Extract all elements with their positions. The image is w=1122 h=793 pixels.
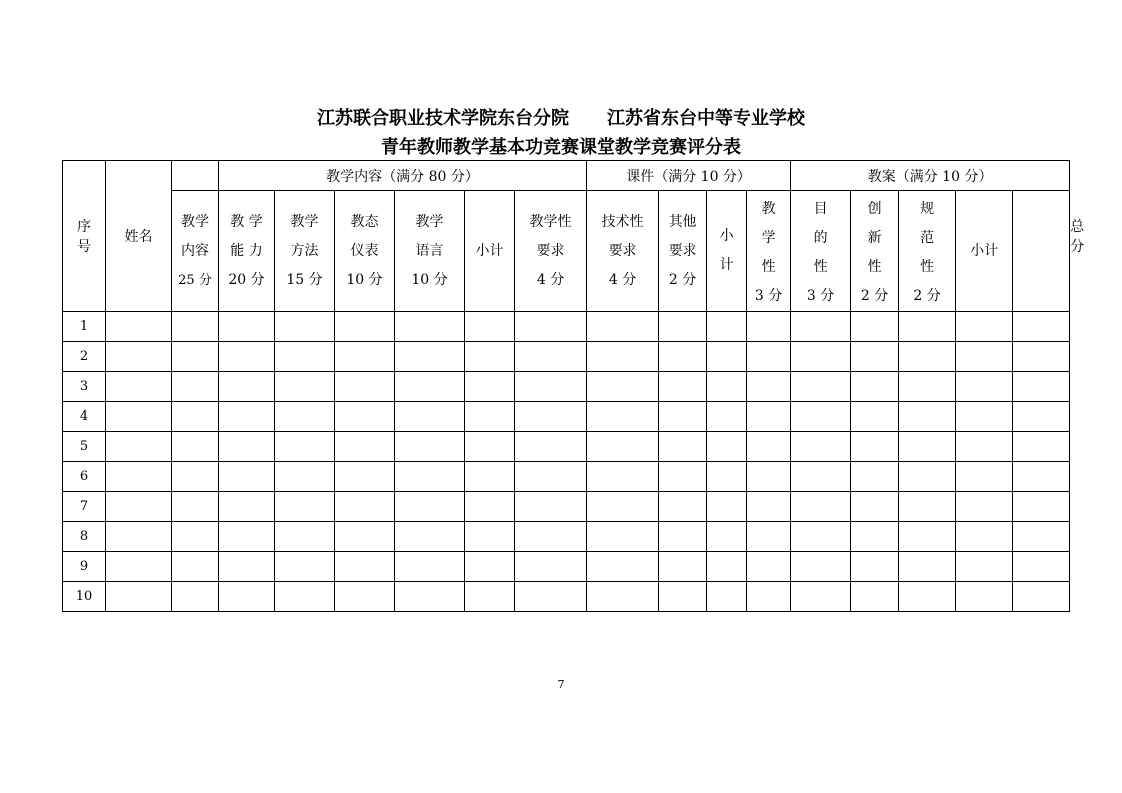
score-cell[interactable] <box>335 402 395 432</box>
score-cell[interactable] <box>335 552 395 582</box>
score-cell[interactable] <box>587 432 659 462</box>
score-cell[interactable] <box>275 372 335 402</box>
score-cell[interactable] <box>791 432 851 462</box>
row-number: 10 <box>63 582 106 612</box>
score-cell[interactable] <box>956 522 1013 552</box>
score-cell[interactable] <box>172 372 219 402</box>
score-cell[interactable] <box>465 492 515 522</box>
row-number: 7 <box>63 492 106 522</box>
score-cell[interactable] <box>395 552 465 582</box>
score-cell[interactable] <box>335 432 395 462</box>
score-cell[interactable] <box>899 582 956 612</box>
score-cell[interactable] <box>515 492 587 522</box>
score-cell[interactable] <box>172 582 219 612</box>
p1-l4: 3 分 <box>754 288 783 304</box>
score-cell[interactable] <box>851 492 899 522</box>
score-cell[interactable] <box>1013 342 1070 372</box>
score-cell[interactable] <box>395 342 465 372</box>
score-cell[interactable] <box>851 402 899 432</box>
score-cell[interactable] <box>395 492 465 522</box>
table-row <box>63 432 1070 462</box>
score-cell[interactable] <box>791 342 851 372</box>
ws-l1: 小 <box>719 228 734 244</box>
p3-l2: 新 <box>867 230 882 246</box>
score-cell[interactable] <box>106 342 172 372</box>
score-cell[interactable] <box>707 492 747 522</box>
c3-l2: 方法 <box>290 242 319 259</box>
score-cell[interactable] <box>791 492 851 522</box>
score-cell[interactable] <box>587 372 659 402</box>
score-cell[interactable] <box>219 342 275 372</box>
score-cell[interactable] <box>219 432 275 462</box>
score-cell[interactable] <box>219 402 275 432</box>
table-row <box>63 462 1070 492</box>
score-cell[interactable] <box>1013 582 1070 612</box>
score-cell[interactable] <box>791 372 851 402</box>
score-cell[interactable] <box>956 582 1013 612</box>
score-table: 序 号 姓名 教学内容（满分 80 分） 课件（满分 10 分） 教案（满分 10 分） 总分 教学 内容 25 分 教 学 能 力 20 分 教学 方法 15 分 教态 仪表 10 分 教学 语言 10 分 小计 教学性 要求 4 分 技术性 要求 4 分 其他 要求 2 分 小 计 教 学 性 3 分 目 的 性 3 分 创 新 性 2 分 规 范 性 2 分 小计 1 2 3 4 5 6 7 8 9 10 <box>62 160 1070 612</box>
courseware-col-1 <box>515 191 587 312</box>
score-cell[interactable] <box>659 492 707 522</box>
score-cell[interactable] <box>515 342 587 372</box>
p3-l4: 2 分 <box>860 288 889 304</box>
score-cell[interactable] <box>219 312 275 342</box>
score-cell[interactable] <box>219 372 275 402</box>
score-cell[interactable] <box>465 462 515 492</box>
row-number: 3 <box>63 372 106 402</box>
page-number: 7 <box>557 678 565 691</box>
score-cell[interactable] <box>851 522 899 552</box>
content-group-header: 教学内容（满分 80 分） <box>219 161 587 191</box>
score-cell[interactable] <box>791 552 851 582</box>
score-cell[interactable] <box>1013 402 1070 432</box>
p1-l3: 性 <box>761 259 776 275</box>
score-cell[interactable] <box>515 402 587 432</box>
score-cell[interactable] <box>587 492 659 522</box>
c3-l1: 教学 <box>290 213 319 230</box>
table-row <box>63 312 1070 342</box>
row-number: 2 <box>63 342 106 372</box>
score-cell[interactable] <box>659 342 707 372</box>
score-cell[interactable] <box>956 402 1013 432</box>
c4-l3: 10 分 <box>346 271 383 288</box>
table-row <box>63 402 1070 432</box>
score-cell[interactable] <box>395 372 465 402</box>
plan-col-4 <box>899 191 956 312</box>
score-cell[interactable] <box>335 312 395 342</box>
row-number: 9 <box>63 552 106 582</box>
score-cell[interactable] <box>275 432 335 462</box>
score-cell[interactable] <box>465 522 515 552</box>
score-rows <box>63 312 1070 612</box>
p3-l1: 创 <box>867 201 882 217</box>
score-cell[interactable] <box>106 372 172 402</box>
score-cell[interactable] <box>465 432 515 462</box>
ws-l2: 计 <box>719 257 734 273</box>
score-cell[interactable] <box>335 342 395 372</box>
score-cell[interactable] <box>275 462 335 492</box>
score-cell[interactable] <box>851 582 899 612</box>
score-cell[interactable] <box>747 552 791 582</box>
score-cell[interactable] <box>395 432 465 462</box>
score-cell[interactable] <box>515 582 587 612</box>
p2-l4: 3 分 <box>806 288 835 304</box>
score-cell[interactable] <box>465 582 515 612</box>
w2-l1: 技术性 <box>601 213 644 230</box>
score-cell[interactable] <box>172 402 219 432</box>
score-cell[interactable] <box>707 342 747 372</box>
row-number: 1 <box>63 312 106 342</box>
title-line-1 <box>0 108 1122 130</box>
score-cell[interactable] <box>335 522 395 552</box>
score-cell[interactable] <box>172 492 219 522</box>
score-cell[interactable] <box>899 372 956 402</box>
score-cell[interactable] <box>219 522 275 552</box>
row-number: 4 <box>63 402 106 432</box>
table-row <box>63 492 1070 522</box>
score-cell[interactable] <box>106 462 172 492</box>
score-cell[interactable] <box>106 432 172 462</box>
score-cell[interactable] <box>219 582 275 612</box>
score-cell[interactable] <box>275 342 335 372</box>
table-row <box>63 342 1070 372</box>
table-row <box>63 372 1070 402</box>
score-cell[interactable] <box>791 402 851 432</box>
score-cell[interactable] <box>791 582 851 612</box>
w3-l3: 2 分 <box>668 271 697 288</box>
w3-l2: 要求 <box>668 242 697 259</box>
score-cell[interactable] <box>465 342 515 372</box>
c5-l3: 10 分 <box>411 271 448 288</box>
score-cell[interactable] <box>956 462 1013 492</box>
score-cell[interactable] <box>899 522 956 552</box>
name-header: 姓名 <box>106 161 172 312</box>
c4-l2: 仪表 <box>350 242 379 259</box>
score-cell[interactable] <box>275 312 335 342</box>
score-cell[interactable] <box>899 492 956 522</box>
score-cell[interactable] <box>707 462 747 492</box>
score-cell[interactable] <box>275 582 335 612</box>
score-cell[interactable] <box>172 552 219 582</box>
score-cell[interactable] <box>659 432 707 462</box>
score-cell[interactable] <box>515 432 587 462</box>
score-cell[interactable] <box>515 462 587 492</box>
score-cell[interactable] <box>707 582 747 612</box>
score-cell[interactable] <box>956 432 1013 462</box>
courseware-col-3 <box>659 191 707 312</box>
score-cell[interactable] <box>335 492 395 522</box>
score-cell[interactable] <box>851 372 899 402</box>
score-cell[interactable] <box>106 522 172 552</box>
score-cell[interactable] <box>172 522 219 552</box>
score-cell[interactable] <box>1013 432 1070 462</box>
c5-l2: 语言 <box>415 242 444 259</box>
score-cell[interactable] <box>395 582 465 612</box>
score-cell[interactable] <box>172 462 219 492</box>
content-col-2 <box>219 191 275 312</box>
score-cell[interactable] <box>747 462 791 492</box>
score-cell[interactable] <box>395 462 465 492</box>
score-cell[interactable] <box>465 552 515 582</box>
w1-l1: 教学性 <box>529 213 572 230</box>
score-cell[interactable] <box>747 492 791 522</box>
content-col-3 <box>275 191 335 312</box>
content-col-1 <box>172 191 219 312</box>
score-cell[interactable] <box>587 522 659 552</box>
college-name: 江苏联合职业技术学院东台分院 <box>317 108 569 129</box>
table-row <box>63 552 1070 582</box>
c2-l3: 20 分 <box>228 271 265 288</box>
score-cell[interactable] <box>747 402 791 432</box>
plan-col-2 <box>791 191 851 312</box>
courseware-subtotal-header <box>707 191 747 312</box>
score-cell[interactable] <box>587 342 659 372</box>
seq-header-l1: 序 <box>77 219 91 235</box>
row-number: 8 <box>63 522 106 552</box>
w1-l3: 4 分 <box>536 271 565 288</box>
w3-l1: 其他 <box>668 213 697 230</box>
score-cell[interactable] <box>219 462 275 492</box>
score-cell[interactable] <box>659 552 707 582</box>
score-cell[interactable] <box>172 312 219 342</box>
score-cell[interactable] <box>707 402 747 432</box>
score-cell[interactable] <box>707 552 747 582</box>
score-cell[interactable] <box>275 522 335 552</box>
score-cell[interactable] <box>747 312 791 342</box>
courseware-col-2 <box>587 191 659 312</box>
score-cell[interactable] <box>395 522 465 552</box>
score-cell[interactable] <box>219 492 275 522</box>
score-cell[interactable] <box>1013 492 1070 522</box>
score-cell[interactable] <box>465 402 515 432</box>
score-cell[interactable] <box>747 522 791 552</box>
score-cell[interactable] <box>747 432 791 462</box>
p4-l2: 范 <box>920 230 935 246</box>
score-cell[interactable] <box>659 522 707 552</box>
score-cell[interactable] <box>106 402 172 432</box>
score-cell[interactable] <box>395 402 465 432</box>
score-cell[interactable] <box>515 312 587 342</box>
score-cell[interactable] <box>219 552 275 582</box>
score-cell[interactable] <box>659 402 707 432</box>
score-cell[interactable] <box>899 552 956 582</box>
content-col-4 <box>335 191 395 312</box>
seq-header-l2: 号 <box>77 239 91 255</box>
content-subtotal-header: 小计 <box>465 191 515 312</box>
score-cell[interactable] <box>851 462 899 492</box>
score-cell[interactable] <box>956 552 1013 582</box>
p4-l4: 2 分 <box>913 288 941 304</box>
score-cell[interactable] <box>106 492 172 522</box>
score-cell[interactable] <box>465 312 515 342</box>
c1-l1: 教学 <box>181 213 209 230</box>
score-cell[interactable] <box>515 522 587 552</box>
score-cell[interactable] <box>851 552 899 582</box>
score-cell[interactable] <box>791 462 851 492</box>
score-cell[interactable] <box>172 432 219 462</box>
p1-l1: 教 <box>761 201 776 217</box>
score-cell[interactable] <box>791 522 851 552</box>
c1-l2: 内容 <box>181 242 209 259</box>
score-cell[interactable] <box>791 312 851 342</box>
score-cell[interactable] <box>1013 462 1070 492</box>
score-cell[interactable] <box>465 372 515 402</box>
p2-l2: 的 <box>813 230 828 246</box>
plan-col-1 <box>747 191 791 312</box>
score-cell[interactable] <box>956 342 1013 372</box>
score-cell[interactable] <box>275 552 335 582</box>
row-number: 5 <box>63 432 106 462</box>
content-col-5 <box>395 191 465 312</box>
score-cell[interactable] <box>899 462 956 492</box>
score-cell[interactable] <box>707 522 747 552</box>
score-cell[interactable] <box>707 432 747 462</box>
score-cell[interactable] <box>335 582 395 612</box>
score-cell[interactable] <box>172 342 219 372</box>
p2-l1: 目 <box>813 201 828 217</box>
score-cell[interactable] <box>275 492 335 522</box>
c2-l2: 能 力 <box>230 242 263 259</box>
score-cell[interactable] <box>956 492 1013 522</box>
plan-subtotal-header: 小计 <box>956 191 1013 312</box>
score-cell[interactable] <box>707 372 747 402</box>
seq-header <box>63 161 106 312</box>
score-cell[interactable] <box>587 312 659 342</box>
row-number: 6 <box>63 462 106 492</box>
score-cell[interactable] <box>515 552 587 582</box>
p1-l2: 学 <box>761 230 776 246</box>
score-cell[interactable] <box>659 312 707 342</box>
p3-l3: 性 <box>867 259 882 275</box>
plan-group-header: 教案（满分 10 分） <box>791 161 1070 191</box>
w1-l2: 要求 <box>536 242 565 259</box>
score-cell[interactable] <box>1013 552 1070 582</box>
score-cell[interactable] <box>899 342 956 372</box>
w2-l2: 要求 <box>608 242 637 259</box>
p4-l1: 规 <box>920 201 935 217</box>
p4-l3: 性 <box>920 259 935 275</box>
score-cell[interactable] <box>587 552 659 582</box>
score-cell[interactable] <box>1013 312 1070 342</box>
score-cell[interactable] <box>899 312 956 342</box>
c2-l1: 教 学 <box>230 213 263 230</box>
p2-l3: 性 <box>813 259 828 275</box>
score-cell[interactable] <box>899 432 956 462</box>
score-cell[interactable] <box>106 312 172 342</box>
score-cell[interactable] <box>275 402 335 432</box>
plan-col-3 <box>851 191 899 312</box>
c3-l3: 15 分 <box>286 271 323 288</box>
title-line-2: 青年教师教学基本功竞赛课堂教学竞赛评分表 <box>381 137 741 158</box>
score-cell[interactable] <box>515 372 587 402</box>
score-cell[interactable] <box>587 402 659 432</box>
score-cell[interactable] <box>106 552 172 582</box>
score-cell[interactable] <box>851 342 899 372</box>
c1-l3: 25 分 <box>178 272 212 288</box>
score-cell[interactable] <box>956 372 1013 402</box>
school-name: 江苏省东台中等专业学校 <box>607 108 805 129</box>
score-cell[interactable] <box>747 342 791 372</box>
c4-l1: 教态 <box>350 213 379 230</box>
courseware-group-header: 课件（满分 10 分） <box>587 161 791 191</box>
blank-header-cell <box>172 161 219 191</box>
score-cell[interactable] <box>747 372 791 402</box>
score-cell[interactable] <box>956 312 1013 342</box>
score-cell[interactable] <box>587 462 659 492</box>
score-cell[interactable] <box>335 372 395 402</box>
w2-l3: 4 分 <box>608 271 637 288</box>
score-cell[interactable] <box>707 312 747 342</box>
score-cell[interactable] <box>1013 372 1070 402</box>
table-row <box>63 582 1070 612</box>
score-cell[interactable] <box>659 582 707 612</box>
score-cell[interactable] <box>587 582 659 612</box>
score-cell[interactable] <box>851 432 899 462</box>
table-row <box>63 522 1070 552</box>
score-cell[interactable] <box>851 312 899 342</box>
score-cell[interactable] <box>1013 522 1070 552</box>
score-cell[interactable] <box>335 462 395 492</box>
score-cell[interactable] <box>106 582 172 612</box>
score-cell[interactable] <box>747 582 791 612</box>
score-cell[interactable] <box>395 312 465 342</box>
score-cell[interactable] <box>659 372 707 402</box>
c5-l1: 教学 <box>415 213 444 230</box>
score-cell[interactable] <box>659 462 707 492</box>
score-cell[interactable] <box>899 402 956 432</box>
